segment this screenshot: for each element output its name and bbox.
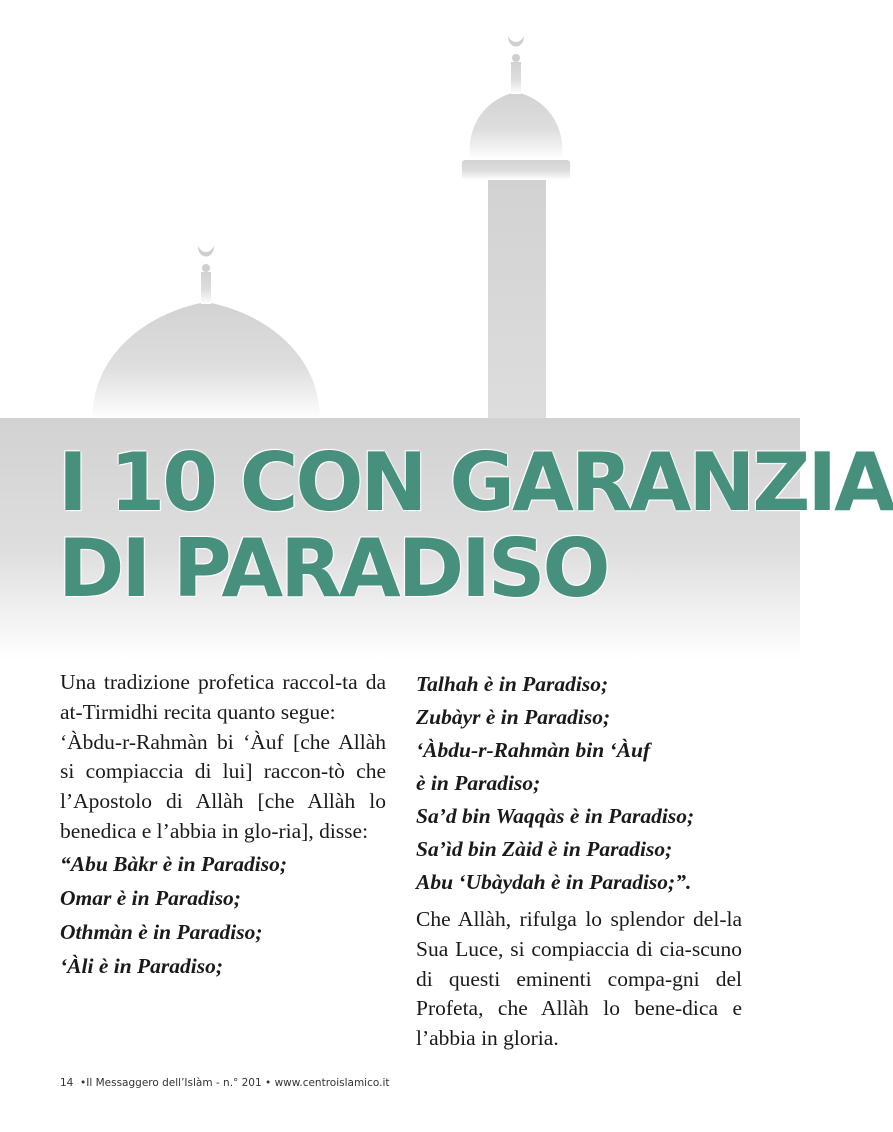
- quote-line: ‘Àli è in Paradiso;: [60, 953, 224, 978]
- crescent-icon: [508, 36, 524, 47]
- quote-line: Zubàyr è in Paradiso;: [416, 705, 611, 729]
- narration-paragraph: ‘Àbdu-r-Rahmàn bi ‘Àuf [che Allàh si compiaccia di lui] raccon-tò che l’Apostolo di Allàh [che Allàh lo benedica e l’abbia in glo-ria], disse:: [60, 729, 386, 843]
- magazine-name: Il Messaggero dell’Islàm - n.° 201: [86, 1077, 262, 1089]
- quote-line: Omar è in Paradiso;: [60, 885, 241, 910]
- crescent-icon: [198, 246, 214, 257]
- quote-line: ‘Àbdu-r-Rahmàn bin ‘Àuf: [416, 738, 651, 762]
- bullet-separator: •: [76, 1077, 87, 1089]
- quote-line: Othmàn è in Paradiso;: [60, 919, 263, 944]
- title-line-1: I 10 CON GARANZIA: [58, 436, 893, 529]
- page-footer: [60, 1077, 389, 1089]
- quote-line: “Abu Bàkr è in Paradiso;: [60, 851, 287, 876]
- page-number: 14: [60, 1077, 74, 1089]
- website-link[interactable]: www.centroislamico.it: [274, 1077, 390, 1089]
- title-line-2: DI PARADISO: [58, 522, 608, 615]
- article-title: [58, 436, 893, 615]
- quote-line: è in Paradiso;: [416, 771, 541, 795]
- intro-paragraph: Una tradizione profetica raccol-ta da at-Tirmidhi recita quanto segue:: [60, 670, 386, 724]
- bullet-separator: •: [265, 1077, 272, 1089]
- closing-paragraph: Che Allàh, rifulga lo splendor del-la Sua Luce, si compiaccia di cia-scuno di questi eminenti compa-gni del Profeta, che Allàh lo bene-dica e l’abbia in gloria.: [416, 907, 742, 1051]
- right-column: [416, 668, 742, 1054]
- quote-line: Talhah è in Paradiso;: [416, 672, 609, 696]
- quote-line: Sa’ìd bin Zàid è in Paradiso;: [416, 837, 673, 861]
- left-column: [60, 668, 386, 983]
- quote-line: Abu ‘Ubàydah è in Paradiso;”.: [416, 870, 692, 894]
- quote-line: Sa’d bin Waqqàs è in Paradiso;: [416, 804, 695, 828]
